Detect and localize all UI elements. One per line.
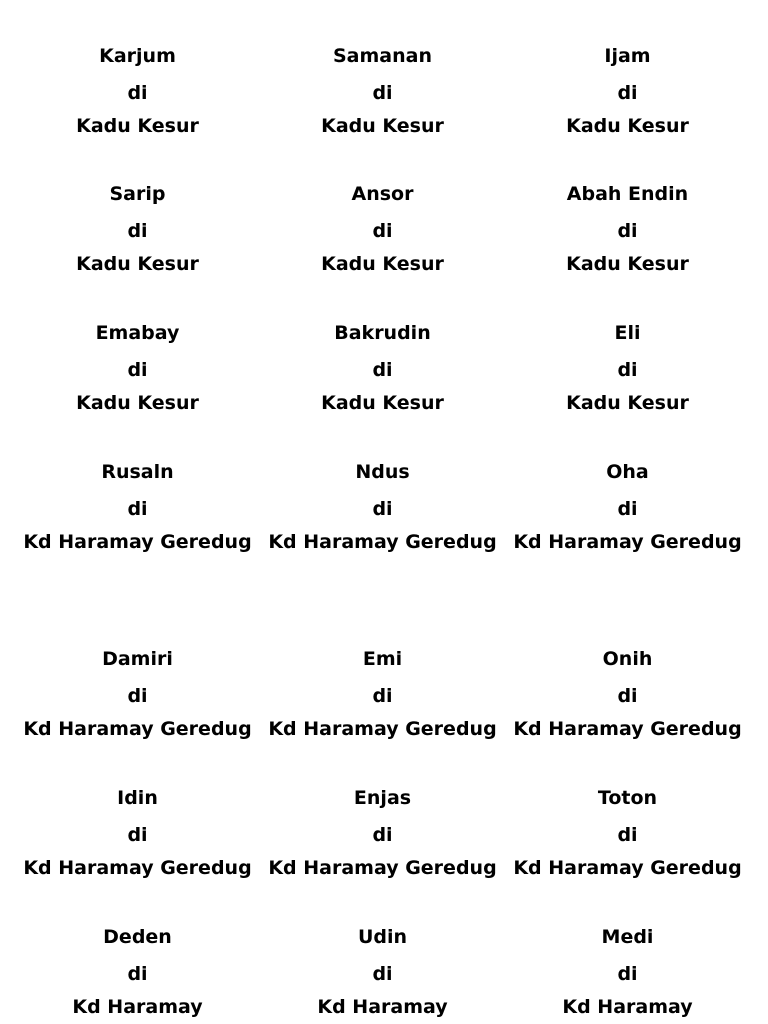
recipient-name: Emabay bbox=[95, 322, 180, 344]
address-label bbox=[15, 459, 260, 570]
address-label bbox=[260, 43, 505, 142]
connector-word: di bbox=[372, 497, 393, 520]
recipient-address: Kd Haramay Geredug bbox=[23, 858, 252, 879]
connector-word: di bbox=[617, 823, 638, 846]
connector-word: di bbox=[127, 219, 148, 242]
recipient-name: Sarip bbox=[109, 183, 166, 205]
recipient-address: Kd Haramay Geredug bbox=[513, 858, 742, 879]
connector-word: di bbox=[127, 358, 148, 381]
recipient-address: Kadu Kesur bbox=[76, 116, 199, 137]
recipient-name: Ijam bbox=[604, 45, 651, 67]
recipient-name: Ansor bbox=[351, 183, 414, 205]
recipient-address: Kd Haramay bbox=[72, 997, 203, 1018]
recipient-address: Kd Haramay Geredug bbox=[23, 532, 252, 553]
address-label bbox=[505, 785, 750, 896]
recipient-name: Toton bbox=[597, 787, 658, 809]
connector-word: di bbox=[127, 823, 148, 846]
address-label bbox=[15, 646, 260, 757]
address-label bbox=[505, 924, 750, 1023]
recipient-address: Kadu Kesur bbox=[76, 393, 199, 414]
recipient-name: Bakrudin bbox=[334, 322, 431, 344]
recipient-address: Kadu Kesur bbox=[321, 116, 444, 137]
recipient-name: Eli bbox=[614, 322, 641, 344]
recipient-address: Kadu Kesur bbox=[76, 254, 199, 275]
address-label bbox=[505, 181, 750, 280]
recipient-name: Rusaln bbox=[101, 461, 174, 483]
recipient-address: Kd Haramay Geredug bbox=[268, 858, 497, 879]
address-label bbox=[260, 320, 505, 419]
recipient-address: Kadu Kesur bbox=[566, 116, 689, 137]
connector-word: di bbox=[127, 684, 148, 707]
recipient-name: Deden bbox=[103, 926, 172, 948]
connector-word: di bbox=[617, 962, 638, 985]
connector-word: di bbox=[127, 81, 148, 104]
connector-word: di bbox=[372, 358, 393, 381]
address-label bbox=[505, 646, 750, 757]
recipient-name: Abah Endin bbox=[566, 183, 689, 205]
recipient-address: Kd Haramay Geredug bbox=[513, 719, 742, 740]
recipient-name: Onih bbox=[602, 648, 653, 670]
recipient-name: Enjas bbox=[353, 787, 412, 809]
address-label bbox=[260, 459, 505, 570]
address-label bbox=[15, 43, 260, 142]
recipient-name: Udin bbox=[357, 926, 408, 948]
recipient-address: Kadu Kesur bbox=[321, 254, 444, 275]
address-label bbox=[15, 785, 260, 896]
connector-word: di bbox=[372, 823, 393, 846]
connector-word: di bbox=[617, 684, 638, 707]
address-label bbox=[260, 646, 505, 757]
recipient-address: Kd Haramay Geredug bbox=[513, 532, 742, 553]
recipient-name: Karjum bbox=[99, 45, 176, 67]
recipient-address: Kd Haramay Geredug bbox=[268, 719, 497, 740]
connector-word: di bbox=[372, 684, 393, 707]
connector-word: di bbox=[617, 219, 638, 242]
address-label bbox=[15, 181, 260, 280]
recipient-address: Kd Haramay Geredug bbox=[23, 719, 252, 740]
connector-word: di bbox=[617, 81, 638, 104]
connector-word: di bbox=[127, 497, 148, 520]
recipient-address: Kd Haramay Geredug bbox=[268, 532, 497, 553]
address-label bbox=[260, 785, 505, 896]
address-label bbox=[505, 320, 750, 419]
recipient-name: Emi bbox=[362, 648, 403, 670]
connector-word: di bbox=[617, 497, 638, 520]
connector-word: di bbox=[617, 358, 638, 381]
address-label bbox=[505, 459, 750, 570]
recipient-name: Idin bbox=[117, 787, 158, 809]
recipient-name: Damiri bbox=[102, 648, 173, 670]
recipient-name: Samanan bbox=[333, 45, 432, 67]
address-label bbox=[15, 924, 260, 1023]
recipient-address: Kadu Kesur bbox=[321, 393, 444, 414]
connector-word: di bbox=[372, 81, 393, 104]
recipient-name: Ndus bbox=[355, 461, 410, 483]
recipient-address: Kd Haramay bbox=[317, 997, 448, 1018]
address-label bbox=[15, 320, 260, 419]
connector-word: di bbox=[127, 962, 148, 985]
connector-word: di bbox=[372, 219, 393, 242]
recipient-address: Kd Haramay bbox=[562, 997, 693, 1018]
address-label bbox=[505, 43, 750, 142]
address-label bbox=[260, 924, 505, 1023]
recipient-name: Medi bbox=[601, 926, 654, 948]
recipient-name: Oha bbox=[606, 461, 649, 483]
recipient-address: Kadu Kesur bbox=[566, 254, 689, 275]
address-label bbox=[260, 181, 505, 280]
connector-word: di bbox=[372, 962, 393, 985]
recipient-address: Kadu Kesur bbox=[566, 393, 689, 414]
